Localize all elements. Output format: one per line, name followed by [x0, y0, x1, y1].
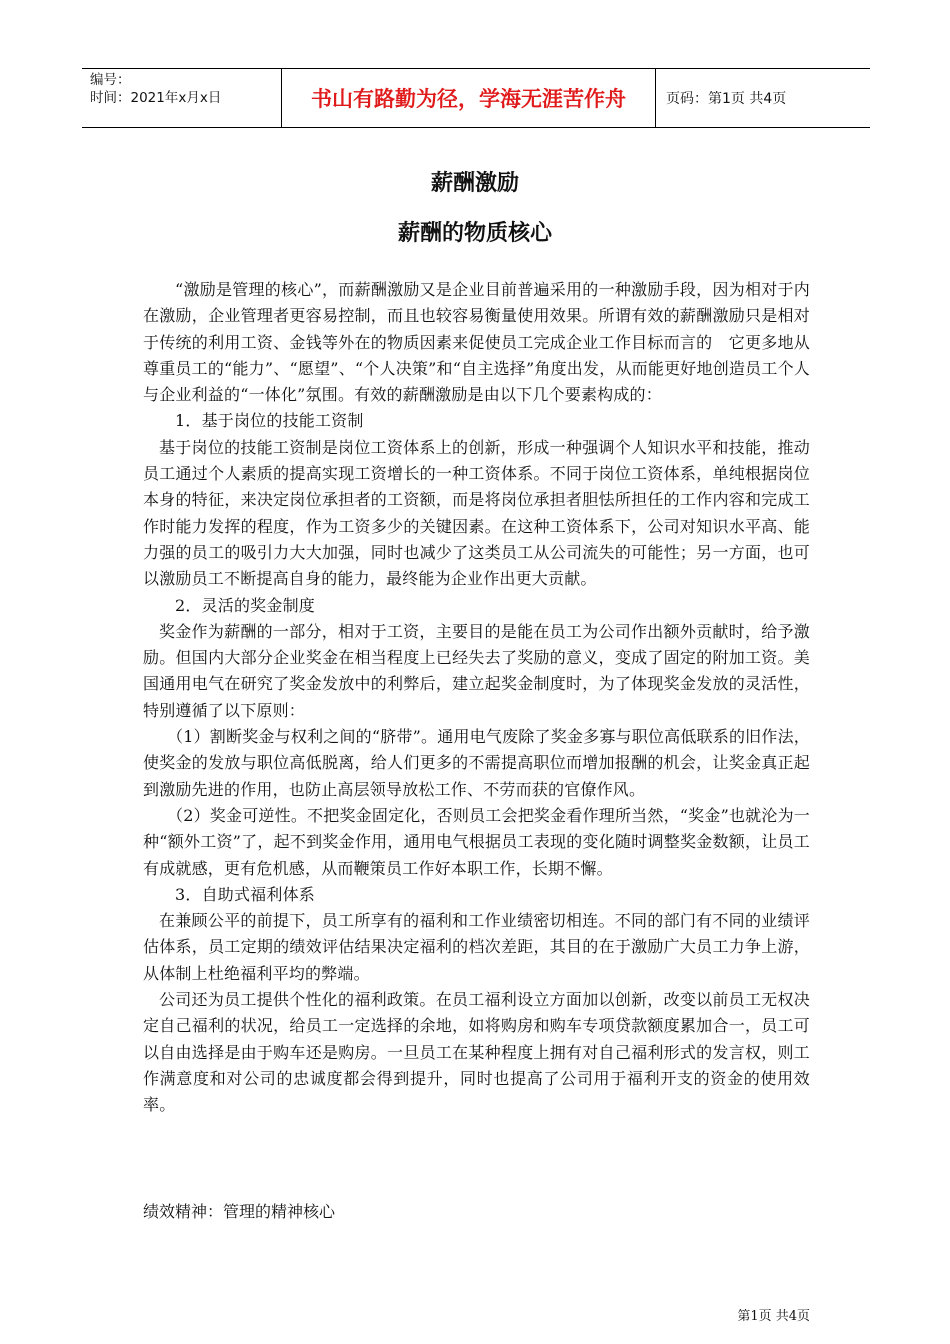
paragraph-item-3b: 公司还为员工提供个性化的福利政策。在员工福利设立方面加以创新，改变以前员工无权决定自己福利的状况，给员工一定选择的余地，如将购房和购车专项贷款额度累加合一，员工可以自由选择是由于购车还是购房。一旦员工在某种程度上拥有对自己福利形式的发言权，则工作满意度和对公司的忠诚度都会得到提升，同时也提高了公司用于福利开支的资金的使用效率。 [143, 990, 810, 1115]
document-title: 薪酬激励 [430, 171, 519, 196]
header-meta [82, 69, 282, 127]
paragraph-intro: “激励是管理的核心”，而薪酬激励又是企业目前普遍采用的一种激励手段，因为相对于内在激励，企业管理者更容易控制，而且也较容易衡量使用效果。所谓有效的薪酬激励只是相对于传统的利用工资、金钱等外在的物质因素来促使员工完成企业工作目标而言的 它更多地从尊重员工的“能力”、“愿望”、“个人决策”和“自主选择”角度出发，从而能更好地创造员工个人与企业利益的“一体化”氛围。有效的薪酬激励是由以下几个要素构成的： [143, 280, 810, 405]
next-section-heading: 绩效精神：管理的精神核心 [143, 1202, 336, 1221]
header-motto: 书山有路勤为径，学海无涯苦作舟 [282, 69, 656, 127]
page-footer: 第1页 共4页 [737, 1309, 810, 1324]
heading-item-3: 3．自助式福利体系 [175, 884, 315, 904]
paragraph-principle-1: （1）割断奖金与权利之间的“脐带”。通用电气废除了奖金多寡与职位高低联系的旧作法，使奖金的发放与职位高低脱离，给人们更多的不需提高职位而增加报酬的机会，让奖金真正起到激励先进的作用，也防止高层领导放松工作、不劳而获的官僚作风。 [143, 727, 810, 799]
paragraph-item-3: 在兼顾公平的前提下，员工所享有的福利和工作业绩密切相连。不同的部门有不同的业绩评估体系，员工定期的绩效评估结果决定福利的档次差距，其目的在于激励广大员工力争上游，从体制上杜绝福利平均的弊端。 [143, 911, 810, 983]
time-label: 时间：2021年x月x日 [90, 90, 222, 106]
document-subtitle: 薪酬的物质核心 [397, 221, 552, 246]
paragraph-item-1: 基于岗位的技能工资制是岗位工资体系上的创新，形成一种强调个人知识水平和技能，推动员工通过个人素质的提高实现工资增长的一种工资体系。不同于岗位工资体系，单纯根据岗位本身的特征，来决定岗位承担者的工资额，而是将岗位承担者胆怯所担任的工作内容和完成工作时能力发挥的程度，作为工资多少的关键因素。在这种工资体系下，公司对知识水平高、能力强的员工的吸引力大大加强，同时也减少了这类员工从公司流失的可能性；另一方面，也可以激励员工不断提高自身的能力，最终能为企业作出更大贡献。 [143, 437, 810, 589]
paragraph-principle-2: （2）奖金可逆性。不把奖金固定化，否则员工会把奖金看作理所当然，“奖金”也就沦为一种“额外工资”了，起不到奖金作用，通用电气根据员工表现的变化随时调整奖金数额，让员工有成就感，更有危机感，从而鞭策员工作好本职工作，长期不懈。 [143, 805, 810, 878]
number-label: 编号： [90, 72, 131, 88]
heading-item-1: 1．基于岗位的技能工资制 [175, 411, 364, 431]
page-header [82, 68, 870, 128]
document-body [143, 277, 810, 1119]
heading-item-2: 2．灵活的奖金制度 [175, 595, 315, 615]
paragraph-item-2: 奖金作为薪酬的一部分，相对于工资，主要目的是能在员工为公司作出额外贡献时，给予激励。但国内大部分企业奖金在相当程度上已经失去了奖励的意义，变成了固定的附加工资。美国通用电气在研究了奖金发放中的利弊后，建立起奖金制度时，为了体现奖金发放的灵活性，特别遵循了以下原则： [143, 621, 810, 720]
header-page-info: 页码：第1页 共4页 [666, 91, 787, 107]
